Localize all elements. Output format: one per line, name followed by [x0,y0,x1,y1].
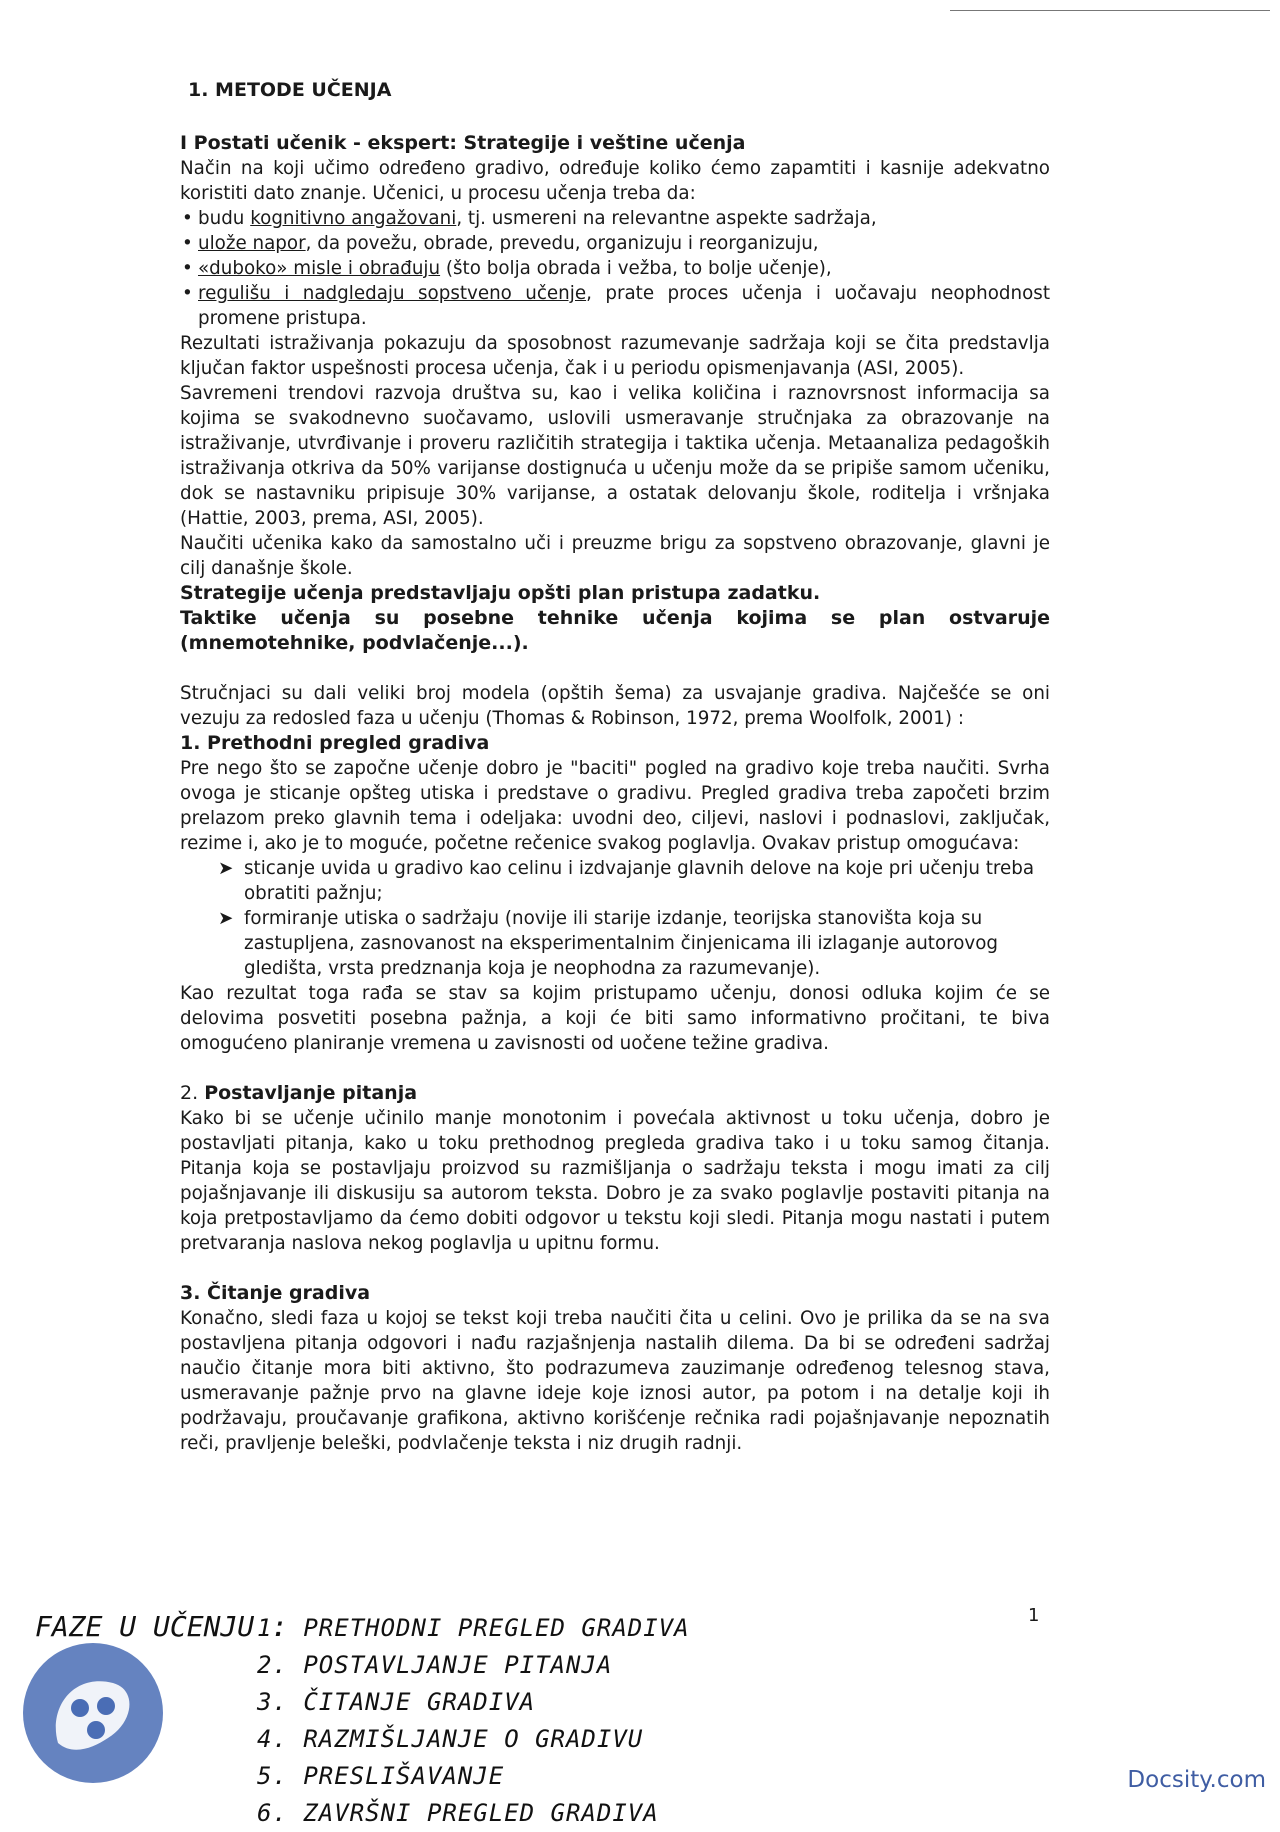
docsity-logo-icon [18,1638,168,1788]
goal-paragraph: Naučiti učenika kako da samostalno uči i preuzme brigu za sopstveno obrazovanje, glavni je cilj današnje škole. [180,533,1050,579]
strategies-definition: Strategije učenja predstavljaju opšti plan pristupa zadatku. [180,582,821,604]
document-title: 1. METODE UČENJA [188,79,392,101]
phase2-paragraph: Kako bi se učenje učinilo manje monotonim i povećala aktivnost u toku učenja, dobro je postavljati pitanja, kako u toku prethodnog pregleda gradiva tako i u toku samog čitanja. Pitanja koja se postavljaju proizvod su razmišljanja o sadržaju teksta i mogu imati za cilj pojašnjavanje ili diskusiju sa autorom teksta. Dobro je za svako poglavlje postaviti pitanja na koja pretpostavljamo da ćemo dobiti odgovor u tekstu koji sledi. Pitanja mogu nastati i putem pretvaranja naslova nekog poglavlja u upitnu formu. [180,1108,1050,1254]
bullet-list [180,206,1050,331]
tactics-definition: Taktike učenja su posebne tehnike učenja kojima se plan ostvaruje (mnemotehnike, podvlačenje...). [180,607,1050,654]
list-item: • budu kognitivno angažovani, tj. usmereni na relevantne aspekte sadržaja, [182,208,877,229]
list-item: 6. ZAVRŠNI PREGLED GRADIVA [257,1799,659,1827]
scan-line [950,10,1270,11]
list-item: 1. PRETHODNI PREGLED GRADIVA [257,1614,690,1642]
list-item: 5. PRESLIŠAVANJE [257,1762,505,1790]
arrow-list [180,856,1050,981]
research-paragraph: Rezultati istraživanja pokazuju da sposobnost razumevanje sadržaja koji se čita predstavlja ključan faktor uspešnosti procesa učenja, čak i u periodu opismenjavanja (ASI, 2005). [180,333,1050,379]
models-paragraph: Stručnjaci su dali veliki broj modela (opštih šema) za usvajanje gradiva. Najčešće se oni vezuju za redosled faza u učenju (Thomas & Robinson, 1972, prema Woolfolk, 2001) : [180,683,1050,729]
page-number: 1 [1028,1605,1040,1626]
list-item: • ulože napor, da povežu, obrade, prevedu, organizuju i reorganizuju, [182,233,819,254]
intro-paragraph: Način na koji učimo određeno gradivo, određuje koliko ćemo zapamtiti i kasnije adekvatno koristiti dato znanje. Učenici, u procesu učenja treba da: [180,158,1050,204]
phase3-paragraph: Konačno, sledi faza u kojoj se tekst koji treba naučiti čita u celini. Ovo je prilika da se na sva postavljena pitanja odgovori i nađu razjašnjenja nastalih dilema. Da bi se određeni sadržaj naučio čitanje mora biti aktivno, što podrazumeva zauzimanje određenog telesnog stava, usmeravanje pažnje prvo na glavne ideje koje iznosi autor, pa potom i na detalje koji ih podržavaju, proučavanje grafikona, aktivno korišćenje rečnika radi pojašnjavanje nepoznatih reči, pravljenje beleški, podvlačenje teksta i niz drugih radnji. [180,1308,1050,1454]
list-item: 3. ČITANJE GRADIVA [257,1688,536,1716]
list-item: ➤ formiranje utiska o sadržaju (novije ili starije izdanje, teorijska stanovišta koja su zastupljena, zasnovanost na eksperimentalnim činjenicama ili izlaganje autorovog gledišta, vrsta predznanja koja je neophodna za razumevanje). [218,908,999,979]
phase1-paragraph: Pre nego što se započne učenje dobro je "baciti" pogled na gradivo koje treba naučiti. Svrha ovoga je sticanje opšteg utiska i predstave o gradivu. Pregled gradiva treba započeti brzim prelazom preko glavnih tema i odeljaka: uvodni deo, ciljevi, naslovi i podnaslovi, zaključak, rezime i, ako je to moguće, početne rečenice svakog poglavlja. Ovakav pristup omogućava: [180,758,1050,854]
handwritten-list [257,1610,690,1832]
docsity-watermark[interactable]: Docsity.com [1127,1767,1266,1793]
list-item: ➤ sticanje uvida u gradivo kao celinu i izdvajanje glavnih delove na koje pri učenju treba obratiti pažnju; [218,858,1035,904]
document-body [180,78,1050,1456]
list-item: 4. RAZMIŠLJANJE O GRADIVU [257,1725,644,1753]
phase1-result-paragraph: Kao rezultat toga rađa se stav sa kojim pristupamo učenju, donosi odluka kojim će se delovima posvetiti posebna pažnja, a koji će biti samo informativno pročitani, te biva omogućeno planiranje vremena u zavisnosti od uočene težine gradiva. [180,983,1050,1054]
phase3-heading: 3. Čitanje gradiva [180,1282,371,1304]
phase1-heading: 1. Prethodni pregled gradiva [180,732,490,754]
phase2-heading: 2. Postavljanje pitanja [180,1082,418,1104]
list-item: • «duboko» misle i obrađuju (što bolja obrada i vežba, to bolje učenje), [182,258,832,279]
list-item: 2. POSTAVLJANJE PITANJA [257,1651,613,1679]
list-item: • regulišu i nadgledaju sopstveno učenje, prate proces učenja i uočavaju neophodnost promene pristupa. [182,283,1050,329]
section-title: I Postati učenik - ekspert: Strategije i veštine učenja [180,132,746,154]
trends-paragraph: Savremeni trendovi razvoja društva su, kao i velika količina i raznovrsnost informacija sa kojima se svakodnevno suočavamo, uslovili usmeravanje stručnjaka za obrazovanje na istraživanje, utvrđivanje i proveru različitih strategija i taktika učenja. Metaanaliza pedagoških istraživanja otkriva da 50% varijanse dostignuća u učenju može da se pripiše samom učeniku, dok se nastavniku pripisuje 30% varijanse, a ostatak delovanju škole, roditelja i vršnjaka (Hattie, 2003, prema, ASI, 2005). [180,383,1050,529]
handwritten-label: FAZE U UČENJU : [35,1610,288,1643]
